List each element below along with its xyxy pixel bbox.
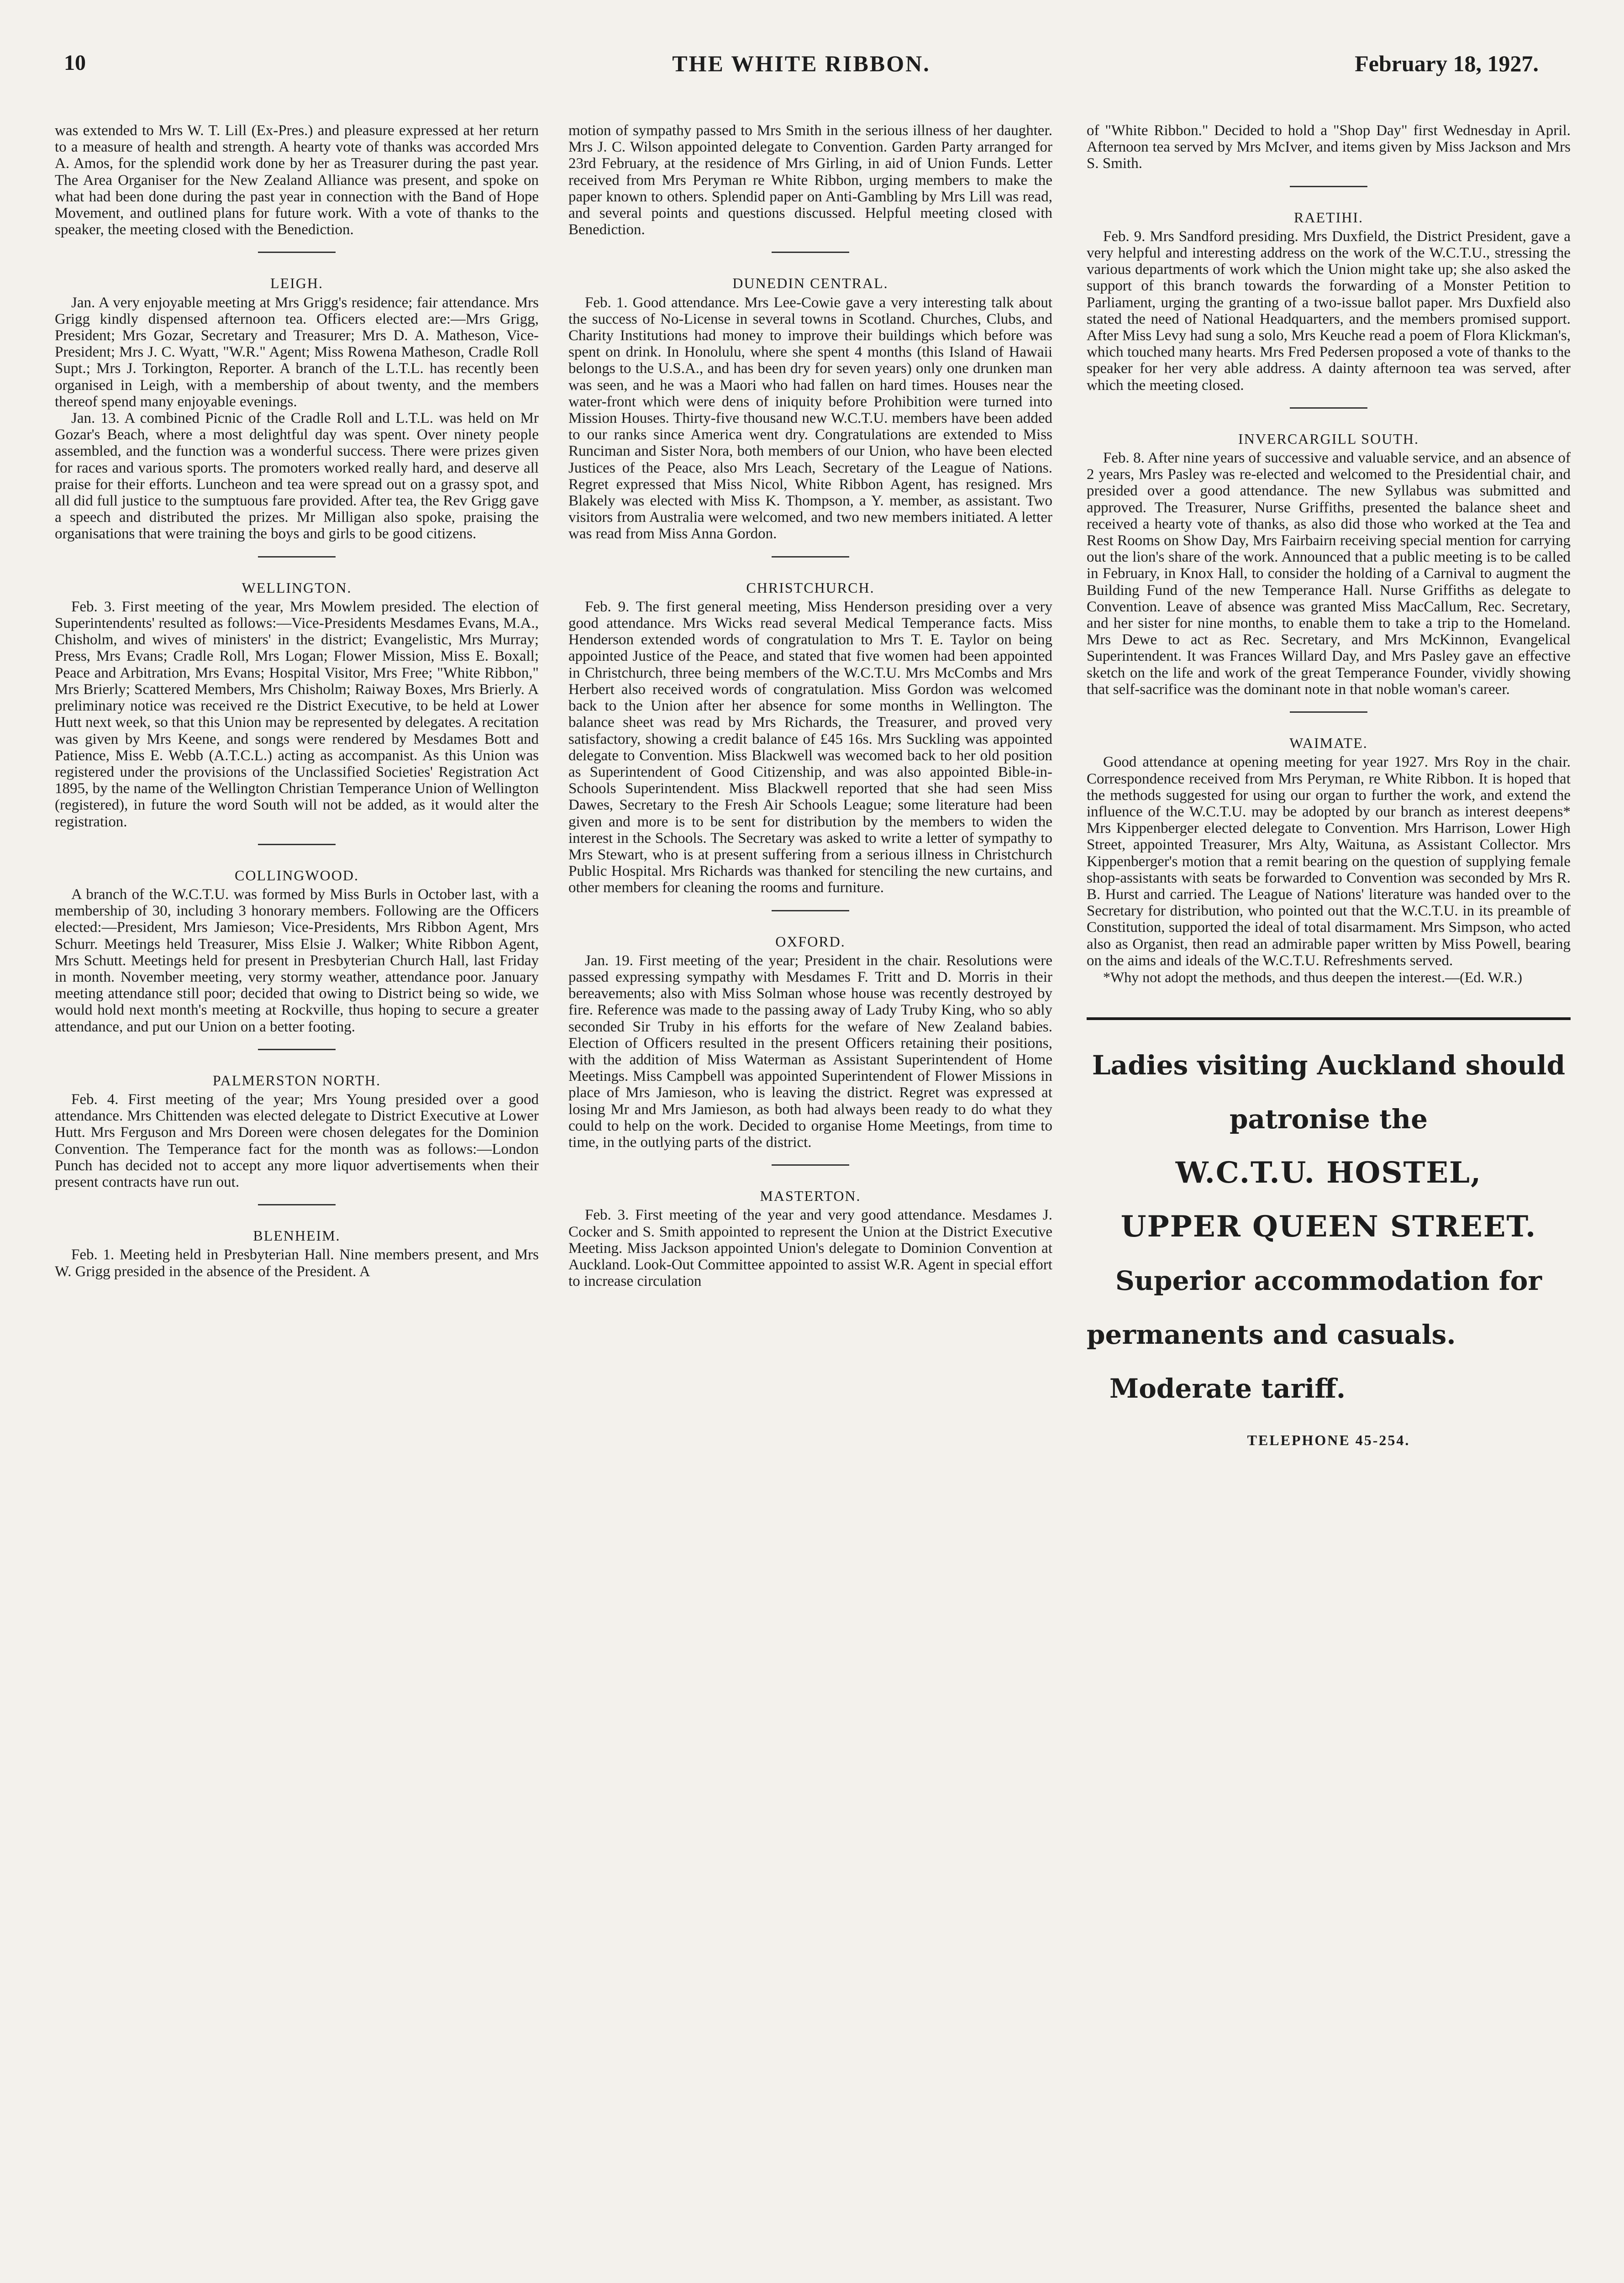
report-heading: COLLINGWOOD. — [235, 867, 359, 884]
report-christchurch — [568, 579, 1052, 896]
report-text: Feb. 8. After nine years of successive and valuable service, and an absence of 2 years, Mrs Pasley was re-elected and welcomed to the Presidential chair, and presided over a good attendance. The new Syllabus was submitted and approved. The Treasurer, Nurse Griffiths, presented the balance sheet and received a hearty vote of thanks, as also did those who worked at the Tea and Rest Rooms on Show Day, Mrs Fairbairn receiving special mention for carrying out the lion's share of the work. Announced that a public meeting is to be called in February, in Knox Hall, to consider the holding of a Carnival to augment the Building Fund of the new Temperance Hall. Nurse Griffiths as delegate to Convention. Leave of absence was granted Miss MacCallum, Rec. Secretary, and her sister for nine months, to enable them to take a trip to the Homeland. Mrs Dewe to act as Rec. Secretary, and Mrs McKinnon, Evangelical Superintendent. It was Frances Willard Day, and Mrs Pasley gave an effective sketch on the life and work of the great Temperance Founder, vividly showing that self-sacrifice was the dominant note in that noble woman's career. — [1087, 450, 1571, 698]
column-2 — [568, 122, 1052, 1301]
editor-note: *Why not adopt the methods, and thus deepen the interest.—(Ed. W.R.) — [1103, 968, 1523, 985]
report-masterton — [568, 1188, 1052, 1289]
report-text: A branch of the W.C.T.U. was formed by Miss Burls in October last, with a membership of 30, including 3 honorary members. Following are the Officers elected:—President, Mrs Jamieson; Vice-Presidents, Mrs Ribbon Agent, Mrs Schurr. Meetings held Treasurer, Miss Elsie J. Walker; White Ribbon Agent, Mrs Schutt. Meetings held for present in Presbyterian Church Hall, last Friday in month. November meeting, very stormy weather, attendance poor. January meeting attendance still poor; decided that owing to District being so wide, we would hold next month's meeting at Rockville, thus hoping to secure a greater attendance, and put our Union on a better footing. — [55, 886, 539, 1035]
publication-title: THE WHITE RIBBON. — [672, 51, 930, 76]
continued-report — [1087, 122, 1571, 172]
report-text: Feb. 1. Meeting held in Presbyterian Hall. Nine members present, and Mrs W. Grigg presided in the absence of the President. A — [55, 1247, 539, 1280]
page-number: 10 — [64, 51, 86, 75]
section-divider — [258, 252, 336, 253]
report-leigh — [55, 275, 539, 542]
report-text: Feb. 9. The first general meeting, Miss Henderson presiding over a very good attendance. Mrs Wicks read several Medical Temperance facts. Miss Henderson extended words of congratulation to Mrs T. E. Taylor on being appointed Justice of the Peace, and stated that five women had been appointed in Christchurch, three being members of the W.C.T.U. Mrs McCombs and Mrs Herbert also received words of congratulation. Miss Gordon was welcomed back to the Union after her absence for some months in Wellington. The balance sheet was read by Mrs Richards, the Treasurer, and proved very satisfactory, showing a credit balance of £45 16s. Mrs Suckling was appointed delegate to Convention. Miss Blackwell was wecomed back to her old position as Superintendent of Good Citizenship, and was also appointed Bible-in-Schools Superintendent. Miss Blackwell reported that she had seen Miss Dawes, Secretary to the Fresh Air Schools League; some literature had been given and more is to be sent for distribution by the members to widen the interest in the Schools. The Secretary was asked to write a letter of sympathy to Mrs Stewart, who is at present suffering from a serious illness in Christchurch Public Hospital. Mrs Richards was thanked for stenciling the new curtains, and other members for cleaning the rooms and furniture. — [568, 598, 1052, 896]
report-text: of "White Ribbon." Decided to hold a "Shop Day" first Wednesday in April. Afternoon tea served by Mrs McIver, and items given by Miss Jackson and Mrs S. Smith. — [1087, 122, 1571, 172]
section-divider — [772, 252, 849, 253]
report-wellington — [55, 579, 539, 830]
report-text: Jan. 19. First meeting of the year; President in the chair. Resolutions were passed expressing sympathy with Mesdames F. Tritt and D. Morris in their bereavements; also with Miss Solman whose house was recently destroyed by fire. Reference was made to the passing away of Lady Truby King, who so ably seconded Sir Truby in his efforts for the wefare of New Zealand babies. Election of Officers resulted in the present Officers retaining their positions, with the addition of Miss Waterman as Assistant Superintendent of Home Meetings. Miss Campbell was appointed Superintendent of Flower Missions in place of Mrs Jamieson, who is leaving the district. Regret was expressed at losing Mr and Mrs Jamieson, as both had always been ready to do what they could to help on the work. Decided to organise Home Meetings, from time to time, in the outlying parts of the district. — [568, 952, 1052, 1151]
section-divider — [1290, 711, 1367, 713]
report-raetihi — [1087, 209, 1571, 394]
report-palmerston-north — [55, 1072, 539, 1190]
report-text: Good attendance at opening meeting for year 1927. Mrs Roy in the chair. Correspondence received from Mrs Peryman, re White Ribbon. It is hoped that the methods suggested for using our organ to further the work, and extend the influence of the W.C.T.U. may be adopted by our branch as interest deepens* Mrs Kippenberger elected delegate to Convention. Mrs Harrison, Lower High Street, appointed Treasurer, Mrs Alty, Waituna, as Assistant Collector. Mrs Kippenberger's motion that a remit bearing on the question of supplying female shop-assistants with seats be forwarded to Convention was seconded by Mrs R. B. Hurst and carried. The League of Nations' literature was handed over to the Secretary for distribution, who pointed out that the W.C.T.U. in its preamble of Constitution, supported the ideal of total disarmament. Mrs Simpson, who acted also as Organist, then read an admirable paper written by Miss Powell, bearing on the aims and ideals of the W.C.T.U. Refreshments served. — [1087, 754, 1571, 969]
column-1 — [55, 122, 539, 1292]
section-divider — [1290, 407, 1367, 409]
section-divider — [258, 556, 336, 558]
report-text: Feb. 4. First meeting of the year; Mrs Young presided over a good attendance. Mrs Chittenden was elected delegate to District Executive at Lower Hutt. Mrs Ferguson and Mrs Doreen were chosen delegates for the Dominion Convention. The Temperance fact for the month was as follows:—London Punch has decided not to accept any more liquor advertisements when their present contracts have run out. — [55, 1091, 539, 1190]
report-dunedin-central — [568, 275, 1052, 542]
report-text: Jan. 13. A combined Picnic of the Cradle Roll and L.T.L. was held on Mr Gozar's Beach, where a most delightful day was spent. Over ninety people assembled, and the function was a wonderful success. There were prizes given for races and various sports. The promoters worked really hard, and deserve all praise for their efforts. Luncheon and tea were spread out on a grassy spot, and all did full justice to the sumptuous fare provided. After tea, the Rev Grigg gave a speech and distributed the prizes. Mr Milligan also spoke, praising the organisations that were training the boys and girls to be good citizens. — [55, 410, 539, 542]
report-text: motion of sympathy passed to Mrs Smith in the serious illness of her daughter. Mrs J. C. Wilson appointed delegate to Convention. Garden Party arranged for 23rd February, at the residence of Mrs Girling, in aid of Union Funds. Letter received from Mrs Peryman re White Ribbon, urging members to make the paper known to others. Splendid paper on Anti-Gambling by Mrs Lill was read, and several points and questions discussed. Helpful meeting closed with Benediction. — [568, 122, 1052, 238]
hostel-advertisement — [1087, 1017, 1571, 1448]
section-divider — [772, 556, 849, 558]
advert-address: UPPER QUEEN STREET. — [1120, 1210, 1537, 1244]
report-oxford — [568, 933, 1052, 1151]
report-heading: MASTERTON. — [760, 1188, 861, 1205]
advert-line: Superior accommodation for — [1115, 1265, 1542, 1297]
continued-report — [55, 122, 539, 238]
advert-rule — [1087, 1017, 1571, 1020]
advert-line: Ladies visiting Auckland should — [1092, 1050, 1566, 1081]
report-heading: RAETIHI. — [1294, 209, 1363, 226]
advert-line: Moderate tariff. — [1109, 1373, 1346, 1405]
report-blenheim — [55, 1227, 539, 1280]
continued-report — [568, 122, 1052, 238]
report-text: Feb. 1. Good attendance. Mrs Lee-Cowie gave a very interesting talk about the success of No-License in several towns in Scotland. Churches, Clubs, and Charity Institutions had money to improve their buildings which before was spent on drink. In Honolulu, where she spent 4 months (this Island of Hawaii belongs to the U.S.A., and has been dry for seven years) only one drunken man was seen, and he was a Maori who had fallen on hard times. Houses near the water-front which were dens of iniquity before Prohibition were turned into Mission Houses. Thirty-five thousand new W.C.T.U. members have been added to our ranks since America went dry. Congratulations are extended to Miss Runciman and Sister Nora, both members of our Union, who have been elected Justices of the Peace, also Mrs Leach, Secretary of the League of Nations. Regret expressed that Miss Nicol, White Ribbon Agent, has resigned. Mrs Blakely was elected with Miss K. Thompson, a Y. member, as assistant. Two visitors from Australia were welcomed, and two new members initiated. A letter was read from Miss Anna Gordon. — [568, 294, 1052, 542]
report-waimate — [1087, 735, 1571, 985]
report-heading: OXFORD. — [775, 933, 846, 950]
section-divider — [772, 910, 849, 911]
advert-line: permanents and casuals. — [1087, 1319, 1456, 1351]
advert-telephone: TELEPHONE 45-254. — [1247, 1432, 1410, 1449]
report-text: was extended to Mrs W. T. Lill (Ex-Pres.) and pleasure expressed at her return to a measure of health and strength. A hearty vote of thanks was accorded Mrs A. Amos, for the splendid work done by her as Treasurer during the past year. The Area Organiser for the New Zealand Alliance was present, and spoke on what had been done during the past year in connection with the Band of Hope Movement, and outlined plans for future work. With a vote of thanks to the speaker, the meeting closed with the Benediction. — [55, 122, 539, 238]
report-text: Jan. A very enjoyable meeting at Mrs Grigg's residence; fair attendance. Mrs Grigg kindly dispensed afternoon tea. Officers elected are:—Mrs Grigg, President; Mrs Gozar, Secretary and Treasurer; Mrs D. A. Matheson, Vice-President; Mrs J. C. Wyatt, "W.R." Agent; Miss Rowena Matheson, Cradle Roll Supt.; Mrs J. Torkington, Reporter. A branch of the L.T.L. has recently been organised in Leigh, with a membership of about twenty, and the members thereof spend many enjoyable evenings. — [55, 294, 539, 410]
report-text: Feb. 3. First meeting of the year, Mrs Mowlem presided. The election of Superintendents' resulted as follows:—Vice-Presidents Mesdames Evans, M.A., Chisholm, and wives of ministers' in the district; Evangelistic, Mrs Murray; Press, Mrs Evans; Cradle Roll, Mrs Logan; Flower Mission, Miss E. Boxall; Peace and Arbitration, Mrs Evans; Hospital Visitor, Mrs Free; "White Ribbon," Mrs Brierly; Scattered Members, Mrs Chisholm; Raiway Boxes, Mrs Brierly. A preliminary notice was received re the District Executive, to be held at Lower Hutt next week, so that this Union may be represented by delegates. A recitation was given by Mrs Keene, and songs were rendered by Mesdames Bott and Patience, Miss E. Webb (A.T.C.L.) acting as accompanist. As this Union was registered under the provisions of the Unclassified Societies' Registration Act 1895, by the name of the Wellington Christian Temperance Union of Wellington (registered), in future the word South will not be added, as it would alter the registration. — [55, 598, 539, 830]
section-divider — [1290, 186, 1367, 187]
issue-date: February 18, 1927. — [1355, 51, 1539, 76]
section-divider — [258, 844, 336, 845]
section-divider — [258, 1204, 336, 1205]
report-heading: WAIMATE. — [1289, 735, 1368, 752]
report-text: Feb. 9. Mrs Sandford presiding. Mrs Duxfield, the District President, gave a very helpful and interesting address on the work of the W.C.T.U., stressing the various departments of work which the Union might take up; she also asked the support of this branch towards the forwarding of a Monster Petition to Parliament, urging the granting of a two-issue ballot paper. Mrs Duxfield also stated the need of National Headquarters, and the members promised support. After Miss Levy had sung a solo, Mrs Keuche read a poem of Flora Klickman's, which touched many hearts. Mrs Fred Pedersen proposed a vote of thanks to the speaker for her very able address. A dainty afternoon tea was served, after which the meeting closed. — [1087, 228, 1571, 394]
report-heading: DUNEDIN CENTRAL. — [732, 275, 888, 292]
column-3 — [1087, 122, 1571, 1448]
report-heading: PALMERSTON NORTH. — [212, 1072, 381, 1089]
report-heading: INVERCARGILL SOUTH. — [1238, 430, 1419, 447]
report-collingwood — [55, 867, 539, 1035]
masthead — [64, 50, 1539, 82]
report-heading: LEIGH. — [270, 275, 323, 292]
report-heading: CHRISTCHURCH. — [746, 579, 875, 596]
section-divider — [772, 1164, 849, 1166]
advert-line: patronise the — [1230, 1104, 1428, 1135]
section-divider — [258, 1049, 336, 1050]
advert-hostel-name: W.C.T.U. HOSTEL, — [1175, 1156, 1482, 1190]
report-heading: BLENHEIM. — [253, 1227, 341, 1244]
report-heading: WELLINGTON. — [242, 579, 352, 596]
report-text: Feb. 3. First meeting of the year and very good attendance. Mesdames J. Cocker and S. Smith appointed to represent the Union at the District Executive Meeting. Miss Jackson appointed Union's delegate to Dominion Convention at Auckland. Look-Out Committee appointed to assist W.R. Agent in special effort to increase circulation — [568, 1207, 1052, 1290]
report-invercargill-south — [1087, 431, 1571, 698]
